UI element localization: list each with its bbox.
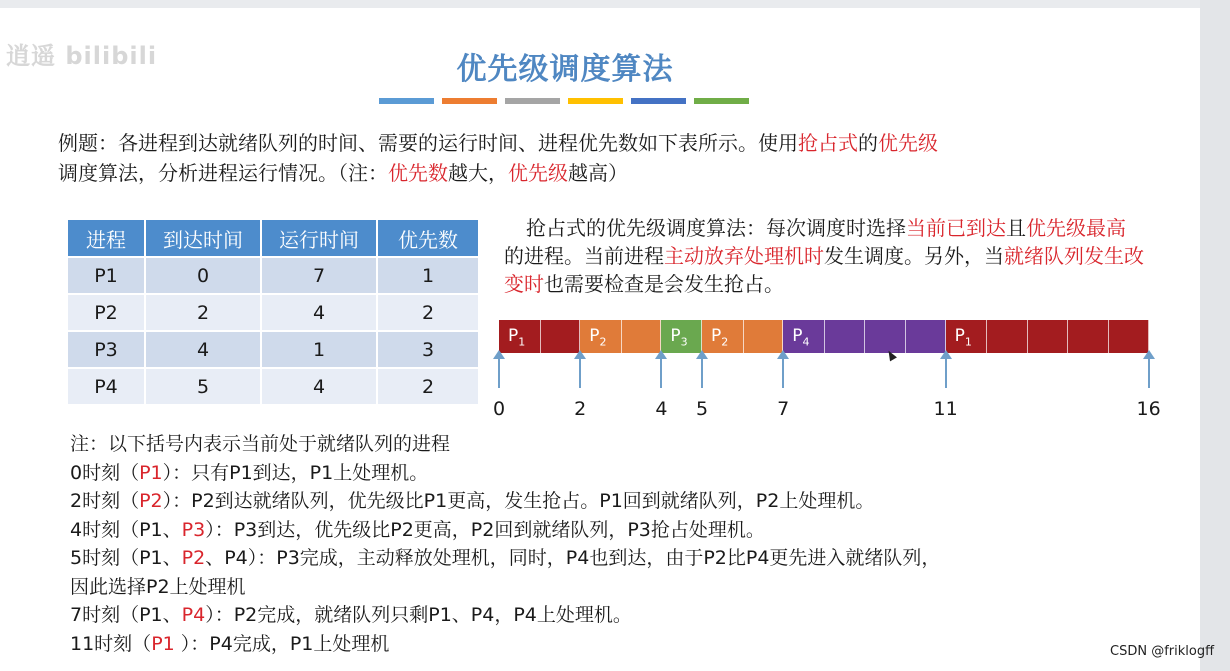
table-cell: P2 xyxy=(67,294,145,331)
timeline-tick-label: 11 xyxy=(933,398,958,420)
note-line xyxy=(70,601,1170,630)
gantt-segment-p3 xyxy=(661,320,702,353)
table-cell: P4 xyxy=(67,368,145,405)
gantt-segment-p1 xyxy=(499,320,580,353)
timeline-arrow xyxy=(945,356,947,388)
note-text: 0时刻（ xyxy=(70,461,140,484)
note-line xyxy=(70,544,1170,573)
desc-highlight: 就绪队列发生改变时 xyxy=(504,244,1144,296)
gantt-segment-p1 xyxy=(946,320,1149,353)
note-highlight: P2 xyxy=(181,547,206,569)
gantt-divider xyxy=(905,320,906,353)
gantt-segment-label: $P_2$ xyxy=(589,326,607,349)
table-cell: 2 xyxy=(145,294,261,331)
note-text: ）：只有P1到达，P1上处理机。 xyxy=(162,461,429,484)
gantt-divider xyxy=(743,320,744,353)
color-bar xyxy=(379,98,434,104)
note-line xyxy=(70,459,1170,488)
table-header-row xyxy=(67,219,479,257)
intro-text: 越大， xyxy=(448,161,508,185)
gantt-segment-label: $P_1$ xyxy=(954,326,972,349)
timeline-tick-label: 4 xyxy=(655,398,668,420)
intro-highlight: 优先数 xyxy=(388,161,448,185)
table-row xyxy=(67,257,479,294)
gantt-segment-p4 xyxy=(783,320,945,353)
intro-text: 调度算法，分析进程运行情况。（注： xyxy=(58,161,388,185)
timeline-arrow xyxy=(660,356,662,388)
timeline-arrow xyxy=(782,356,784,388)
algorithm-description xyxy=(504,214,1144,298)
timeline-tick-label: 0 xyxy=(492,398,506,420)
timeline-arrow xyxy=(701,356,703,388)
column-header: 运行时间 xyxy=(261,219,377,257)
gantt-segment-label: $P_3$ xyxy=(670,326,688,349)
bilibili-watermark: 逍遥 bilibili xyxy=(6,42,158,70)
table-cell: 1 xyxy=(261,331,377,368)
right-scroll-area xyxy=(1200,0,1230,671)
desc-highlight: 当前已到达 xyxy=(906,216,1006,240)
desc-text: 也需要检查是会发生抢占。 xyxy=(544,272,784,296)
gantt-divider xyxy=(621,320,622,353)
intro-text: 的 xyxy=(858,131,878,155)
desc-text: 且 xyxy=(1006,216,1026,240)
intro-text: 例题：各进程到达就绪队列的时间、需要的运行时间、进程优先数如下表所示。使用 xyxy=(58,131,798,155)
table-cell: 2 xyxy=(377,368,479,405)
table-cell: 7 xyxy=(261,257,377,294)
desc-text: 发生调度。另外，当 xyxy=(824,244,1004,268)
table-row xyxy=(67,294,479,331)
gantt-segment-p2 xyxy=(580,320,661,353)
color-bar xyxy=(442,98,497,104)
note-highlight: P2 xyxy=(139,490,163,512)
note-highlight: P1 xyxy=(139,461,163,484)
note-highlight: P4 xyxy=(181,604,206,626)
note-highlight: P1 xyxy=(151,632,175,655)
timeline-arrow xyxy=(498,356,500,388)
note-text: 、P4）：P3完成，主动释放处理机，同时，P4也到达，由于P2比P4更先进入就绪队列， xyxy=(205,547,941,569)
column-header: 进程 xyxy=(67,219,145,257)
gantt-divider xyxy=(986,320,987,353)
gantt-segment-label: $P_4$ xyxy=(792,326,810,349)
note-highlight: P3 xyxy=(181,518,206,541)
timeline-tick-label: 7 xyxy=(777,398,790,420)
note-line xyxy=(70,487,1170,516)
intro-highlight: 抢占式 xyxy=(798,131,858,155)
column-header: 优先数 xyxy=(377,219,479,257)
note-text: 4时刻（P1、 xyxy=(70,518,182,541)
table-row xyxy=(67,331,479,368)
table-cell: 5 xyxy=(145,368,261,405)
timeline-arrow xyxy=(1148,356,1150,388)
table-cell: 4 xyxy=(145,331,261,368)
problem-statement xyxy=(58,128,1138,188)
gantt-divider xyxy=(540,320,541,353)
notes-header: 注：以下括号内表示当前处于就绪队列的进程 xyxy=(70,433,451,455)
note-text: ）：P2完成，就绪队列只剩P1、P4，P4上处理机。 xyxy=(205,604,632,626)
table-cell: 3 xyxy=(377,331,479,368)
note-text: ）：P2到达就绪队列，优先级比P1更高，发生抢占。P1回到就绪队列，P2上处理机。 xyxy=(162,490,875,512)
table-row xyxy=(67,368,479,405)
notes-section xyxy=(70,430,1170,658)
intro-text: 越高） xyxy=(568,161,628,185)
title-color-bars xyxy=(379,98,749,104)
color-bar xyxy=(568,98,623,104)
gantt-segment-label: $P_2$ xyxy=(711,326,729,349)
timeline-tick-label: 5 xyxy=(695,398,709,420)
gantt-divider xyxy=(824,320,825,353)
note-line xyxy=(70,516,1170,545)
intro-highlight: 优先级 xyxy=(878,131,938,155)
column-header: 到达时间 xyxy=(145,219,261,257)
process-table xyxy=(66,218,480,406)
note-line xyxy=(70,630,1170,659)
gantt-divider xyxy=(1108,320,1109,353)
note-line: 因此选择P2上处理机 xyxy=(70,575,246,598)
desc-highlight: 优先级最高 xyxy=(1026,216,1126,240)
page-title: 优先级调度算法 xyxy=(456,52,674,87)
intro-highlight: 优先级 xyxy=(508,161,568,185)
color-bar xyxy=(694,98,749,104)
desc-text: 抢占式的优先级调度算法：每次调度时选择 xyxy=(526,216,906,240)
timeline-tick-label: 16 xyxy=(1136,398,1161,420)
csdn-credit: CSDN @friklogff xyxy=(1110,644,1215,659)
gantt-divider xyxy=(864,320,865,353)
table-cell: 4 xyxy=(261,294,377,331)
gantt-divider xyxy=(1027,320,1028,353)
table-cell: P1 xyxy=(67,257,145,294)
desc-text: 的进程。当前进程 xyxy=(504,244,664,268)
gantt-divider xyxy=(1067,320,1068,353)
desc-highlight: 主动放弃处理机时 xyxy=(664,244,824,268)
gantt-segment-label: $P_1$ xyxy=(508,326,526,349)
table-cell: 1 xyxy=(377,257,479,294)
note-text: ）：P3到达，优先级比P2更高，P2回到就绪队列，P3抢占处理机。 xyxy=(205,518,765,541)
color-bar xyxy=(505,98,560,104)
note-text: ）：P4完成，P1上处理机 xyxy=(174,632,390,655)
table-cell: 4 xyxy=(261,368,377,405)
timeline-arrow xyxy=(579,356,581,388)
gantt-segment-p2 xyxy=(702,320,783,353)
color-bar xyxy=(631,98,686,104)
note-text: 2时刻（ xyxy=(70,490,140,512)
note-text: 11时刻（ xyxy=(70,632,152,655)
note-text: 7时刻（P1、 xyxy=(70,604,182,626)
table-cell: P3 xyxy=(67,331,145,368)
table-cell: 0 xyxy=(145,257,261,294)
note-text: 5时刻（P1、 xyxy=(70,547,182,569)
table-cell: 2 xyxy=(377,294,479,331)
timeline-tick-label: 2 xyxy=(574,398,587,420)
